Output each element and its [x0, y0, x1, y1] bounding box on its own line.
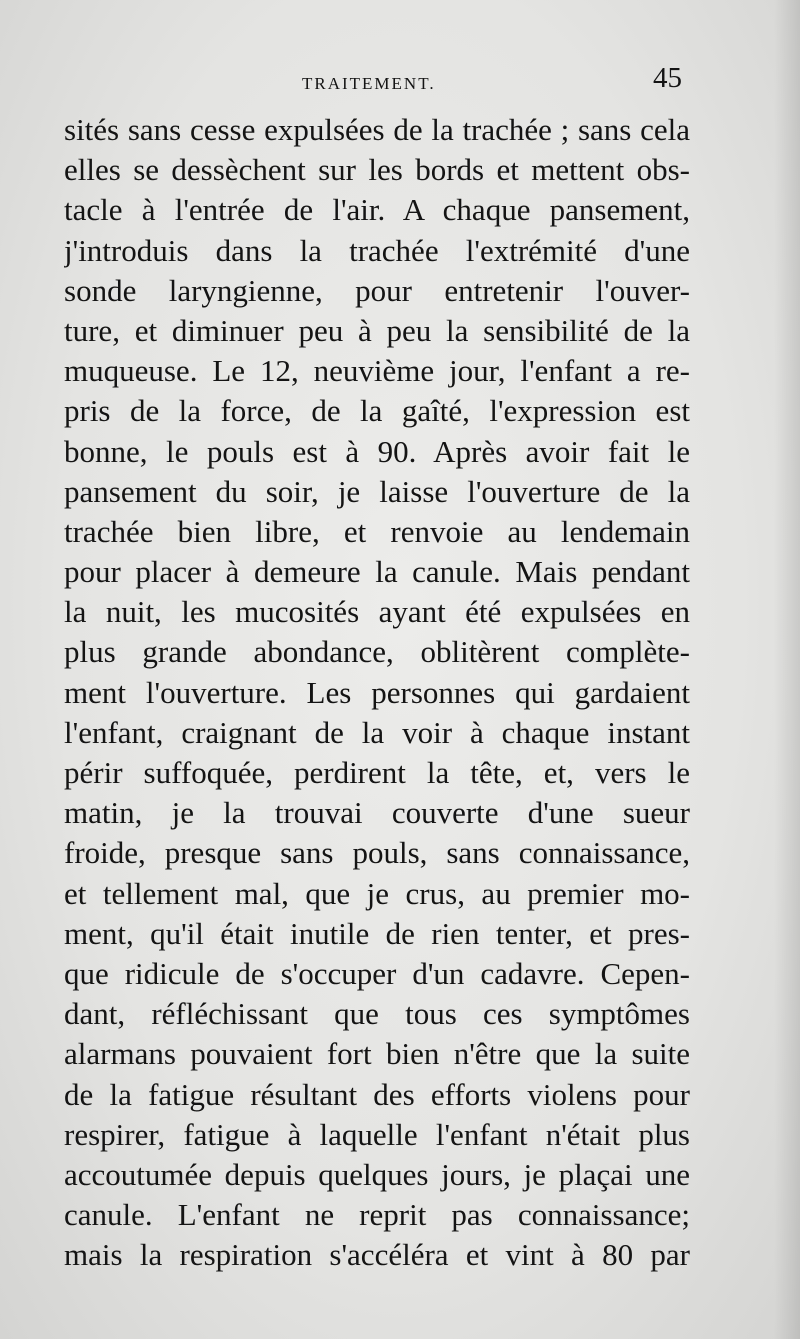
- text-line: et tellement mal, que je crus, au premier mo-: [64, 875, 690, 911]
- text-line: trachée bien libre, et renvoie au lendemain: [64, 513, 690, 549]
- text-line: ment, qu'il était inutile de rien tenter, et pres-: [64, 915, 690, 951]
- text-line: mais la respiration s'accéléra et vint à 80 par: [64, 1237, 690, 1273]
- text-line: canule. L'enfant ne reprit pas connaissance;: [64, 1197, 690, 1233]
- page-header: [64, 62, 688, 100]
- text-line: la nuit, les mucosités ayant été expulsées en: [64, 594, 690, 630]
- text-line: froide, presque sans pouls, sans connaissance,: [64, 835, 690, 871]
- text-line: pour placer à demeure la canule. Mais pendant: [64, 554, 690, 590]
- text-line: tacle à l'entrée de l'air. A chaque pansement,: [64, 192, 690, 228]
- text-line: de la fatigue résultant des efforts violens pour: [64, 1076, 690, 1112]
- text-line: accoutumée depuis quelques jours, je plaçai une: [64, 1156, 690, 1192]
- text-line: dant, réfléchissant que tous ces symptômes: [64, 996, 690, 1032]
- text-line: l'enfant, craignant de la voir à chaque instant: [64, 714, 690, 750]
- text-line: ture, et diminuer peu à peu la sensibilité de la: [64, 312, 690, 348]
- text-line: pansement du soir, je laisse l'ouverture de la: [64, 473, 690, 509]
- text-line: sonde laryngienne, pour entretenir l'ouver-: [64, 272, 690, 308]
- text-line: bonne, le pouls est à 90. Après avoir fait le: [64, 433, 690, 469]
- text-line: ment l'ouverture. Les personnes qui gardaient: [64, 674, 690, 710]
- text-line: périr suffoquée, perdirent la tête, et, vers le: [64, 755, 690, 790]
- text-line: plus grande abondance, oblitèrent complète-: [64, 634, 690, 670]
- text-line: elles se dessèchent sur les bords et mettent obs-: [64, 152, 690, 188]
- text-line: muqueuse. Le 12, neuvième jour, l'enfant a re-: [64, 353, 690, 389]
- text-line: matin, je la trouvai couverte d'une sueur: [64, 795, 690, 831]
- page-number: 45: [653, 62, 682, 94]
- running-head: TRAITEMENT.: [302, 74, 436, 93]
- text-line: j'introduis dans la trachée l'extrémité d'une: [64, 232, 690, 268]
- text-line: alarmans pouvaient fort bien n'être que la suite: [64, 1036, 690, 1072]
- text-line: respirer, fatigue à laquelle l'enfant n'était plus: [64, 1116, 690, 1152]
- page-edge-shadow: [774, 0, 800, 1339]
- body-text: [64, 110, 690, 1275]
- text-line: pris de la force, de la gaîté, l'expression est: [64, 393, 690, 429]
- text-line: sités sans cesse expulsées de la trachée ; sans cela: [64, 112, 690, 147]
- text-line: que ridicule de s'occuper d'un cadavre. Cepen-: [64, 955, 690, 991]
